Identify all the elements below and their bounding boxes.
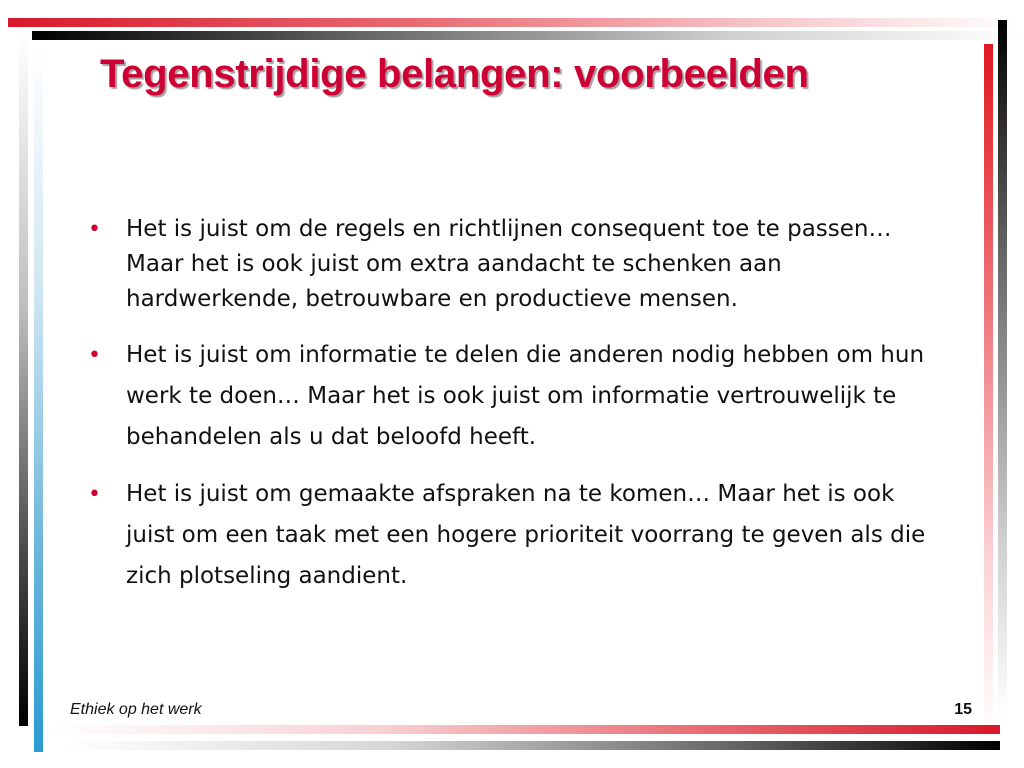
bullet-text: Het is juist om gemaakte afspraken na te komen… Maar het is ook juist om een taak met een hogere prioriteit voorrang te geven als die zich plotseling aandient. [126,481,926,589]
bullet-dot-icon: • [88,217,101,242]
frame-bar-bottom-black [64,741,1000,750]
slide-title: Tegenstrijdige belangen: voorbeelden [100,52,809,96]
bullet-item [86,212,946,317]
footer-title: Ethiek op het werk [70,701,202,718]
bullet-text: Het is juist om informatie te delen die anderen nodig hebben om hun werk te doen… Maar het is ook juist om informatie vertrouwelijk te behandelen als u dat beloofd heeft. [126,342,925,450]
bullet-item [86,474,946,597]
frame-bar-top-red [8,18,1024,27]
frame-bar-right-red [984,44,993,736]
frame-bar-left-black [19,34,28,726]
frame-bar-left-blue [34,46,43,752]
bullet-dot-icon: • [88,343,101,368]
bullet-list [86,212,946,597]
bullet-item [86,335,946,458]
bullet-text: Het is juist om de regels en richtlijnen consequent toe te passen… Maar het is ook juist om extra aandacht te schenken aan hardwerkende, betrouwbare en productieve mensen. [126,216,892,312]
page-number: 15 [954,701,972,718]
frame-bar-top-black [32,31,1024,40]
frame-bar-right-black [998,20,1007,718]
bullet-dot-icon: • [88,482,101,507]
frame-bar-bottom-red [50,725,1000,734]
